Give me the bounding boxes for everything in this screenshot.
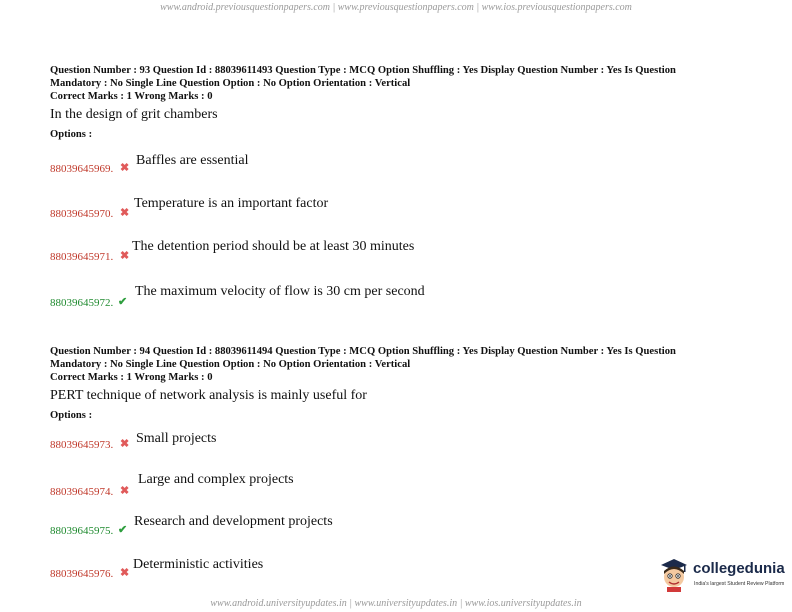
option-text: Small projects: [136, 431, 217, 446]
question-text: PERT technique of network analysis is mainly useful for: [50, 388, 367, 403]
option-row: [50, 153, 750, 177]
question-meta-line1: Question Number : 93 Question Id : 88039611493 Question Type : MCQ Option Shuffling : Yes Display Question Number : Yes Is Question: [50, 65, 676, 76]
wrong-mark-icon: ✖: [120, 485, 130, 497]
check-mark-icon: ✔: [118, 524, 128, 536]
question-meta-line1: Question Number : 94 Question Id : 88039611494 Question Type : MCQ Option Shuffling : Yes Display Question Number : Yes Is Question: [50, 346, 676, 357]
question-meta-line2: Mandatory : No Single Line Question Option : No Option Orientation : Vertical: [50, 78, 411, 89]
option-id: 88039645975.: [50, 525, 114, 537]
option-text: The detention period should be at least 30 minutes: [132, 239, 415, 254]
wrong-mark-icon: ✖: [120, 250, 130, 262]
option-text: Deterministic activities: [133, 557, 264, 572]
option-id: 88039645969.: [50, 163, 114, 175]
wrong-mark-icon: ✖: [120, 567, 130, 579]
option-text: Baffles are essential: [136, 153, 249, 168]
option-id: 88039645974.: [50, 486, 114, 498]
option-row: [50, 239, 750, 265]
logo-tagline: India's largest Student Review Platform: [694, 581, 785, 587]
option-id: 88039645976.: [50, 568, 114, 580]
option-row: [50, 514, 750, 545]
check-mark-icon: ✔: [118, 296, 128, 308]
question-94-block: [50, 345, 750, 421]
option-row: [50, 284, 750, 311]
option-id: 88039645973.: [50, 439, 114, 451]
question-marks: Correct Marks : 1 Wrong Marks : 0: [50, 91, 213, 102]
option-row: [50, 431, 750, 459]
option-text: Temperature is an important factor: [134, 196, 329, 211]
collegedunia-logo: [657, 556, 787, 596]
question-marks: Correct Marks : 1 Wrong Marks : 0: [50, 372, 213, 383]
header-watermark: www.android.previousquestionpapers.com | www.previousquestionpapers.com | www.ios.previousquestionpapers.com: [160, 2, 632, 13]
option-text: Large and complex projects: [138, 472, 294, 487]
option-id: 88039645971.: [50, 251, 114, 263]
wrong-mark-icon: ✖: [120, 162, 130, 174]
student-mascot-icon: [657, 556, 691, 592]
option-row: [50, 472, 750, 506]
question-meta-line2: Mandatory : No Single Line Question Option : No Option Orientation : Vertical: [50, 359, 411, 370]
option-id: 88039645970.: [50, 208, 114, 220]
option-text: Research and development projects: [134, 514, 333, 529]
option-row: [50, 196, 750, 222]
logo-brand: collegedunia: [693, 560, 785, 577]
wrong-mark-icon: ✖: [120, 207, 130, 219]
question-text: In the design of grit chambers: [50, 107, 218, 122]
option-text: The maximum velocity of flow is 30 cm per second: [135, 284, 425, 299]
options-label: Options :: [50, 129, 93, 140]
question-93-block: [50, 64, 750, 140]
wrong-mark-icon: ✖: [120, 438, 130, 450]
options-label: Options :: [50, 410, 93, 421]
footer-watermark: www.android.universityupdates.in | www.universityupdates.in | www.ios.universityupdates.in: [210, 598, 582, 609]
option-id: 88039645972.: [50, 297, 114, 309]
